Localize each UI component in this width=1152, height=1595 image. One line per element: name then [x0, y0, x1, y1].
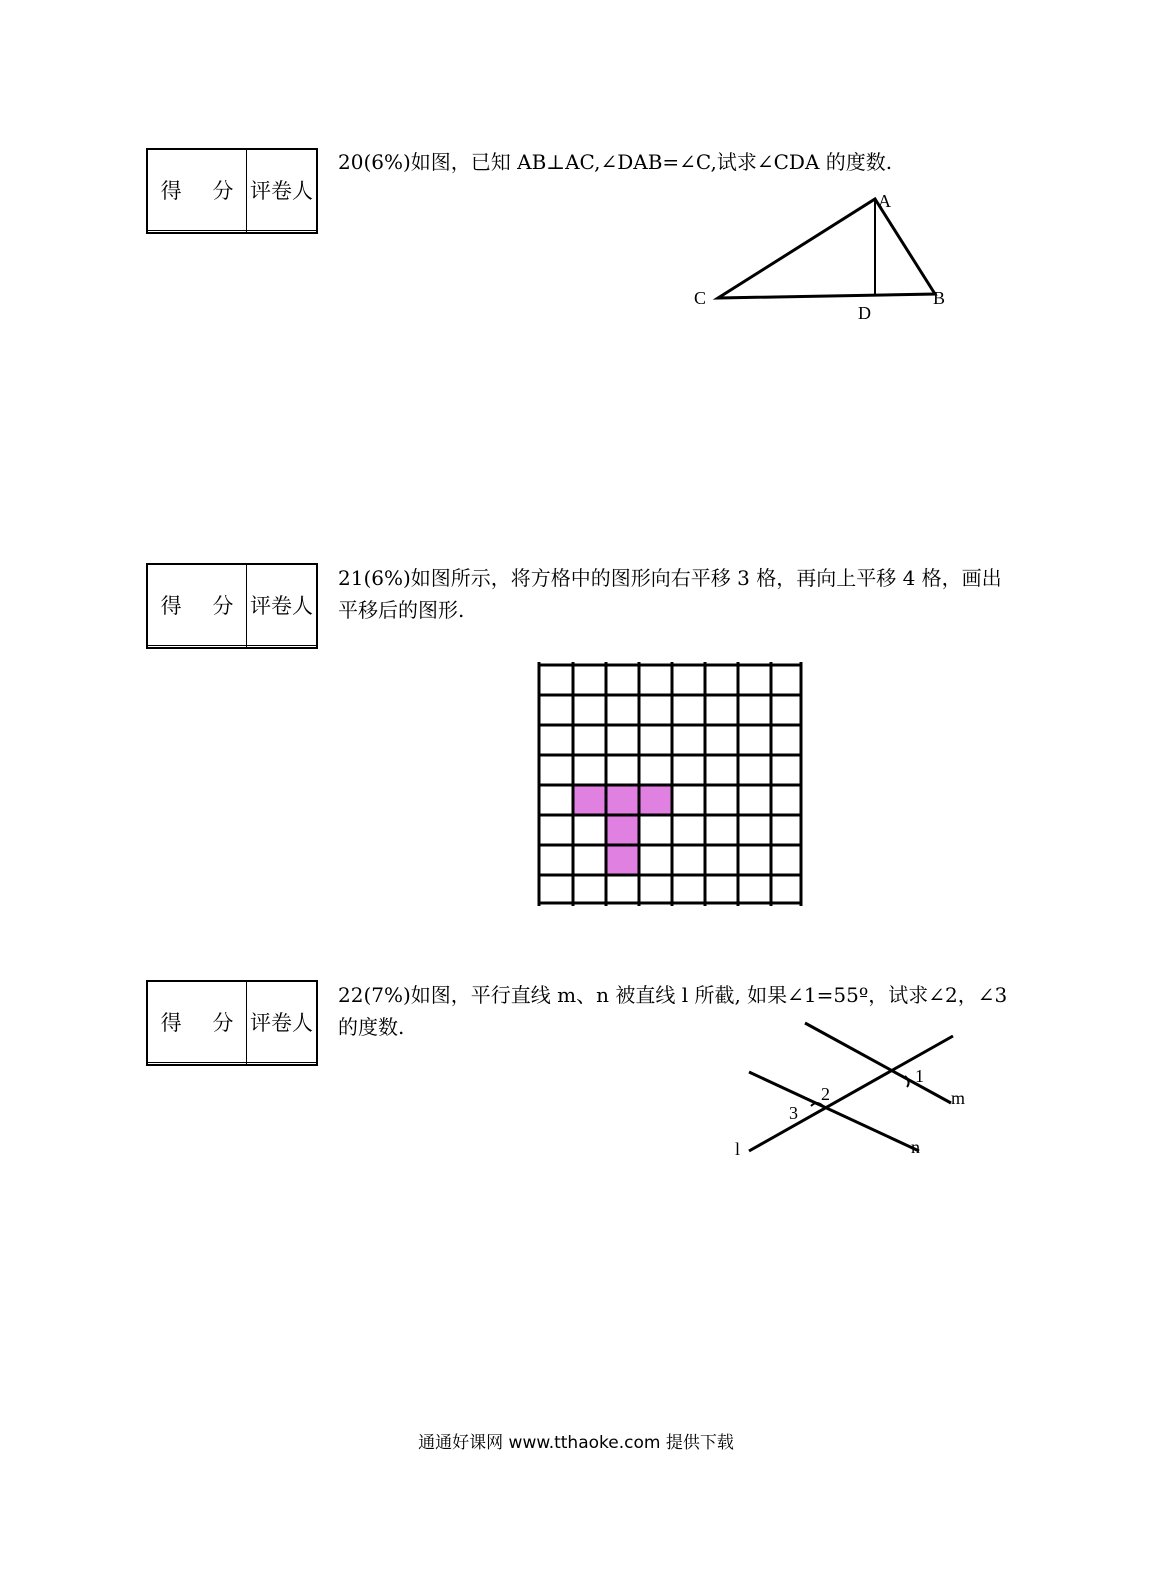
t-cell — [639, 785, 672, 815]
label-angle-1: 1 — [915, 1066, 924, 1086]
grid-figure — [535, 658, 807, 910]
grader-cell[interactable] — [247, 646, 317, 647]
footer-credit: 通通好课网 www.tthaoke.com 提供下载 — [418, 1433, 734, 1453]
grid-lines — [539, 662, 801, 906]
angle-1-arc — [905, 1076, 909, 1087]
score-box-q20 — [146, 148, 318, 234]
label-d: D — [858, 303, 871, 323]
score-box-q21 — [146, 563, 318, 649]
line-n — [749, 1072, 919, 1151]
question-22-line2: 的度数. — [338, 1015, 405, 1039]
score-cell[interactable] — [148, 646, 247, 647]
label-a: A — [878, 191, 891, 211]
question-21-line2: 平移后的图形. — [338, 598, 465, 622]
label-angle-2: 2 — [821, 1084, 830, 1104]
triangle-figure — [680, 185, 980, 335]
t-cell — [606, 845, 639, 875]
grader-header: 评卷人 — [247, 982, 317, 1063]
score-header: 得 分 — [148, 565, 247, 646]
line-l — [749, 1036, 953, 1151]
t-shape — [573, 785, 672, 875]
grader-cell[interactable] — [247, 1063, 317, 1064]
label-n: n — [911, 1137, 920, 1157]
parallel-lines-figure — [725, 1015, 985, 1165]
score-box-q22 — [146, 980, 318, 1066]
label-c: C — [694, 288, 707, 308]
score-cell[interactable] — [148, 231, 247, 232]
grader-header: 评卷人 — [247, 565, 317, 646]
t-cell — [606, 785, 639, 815]
score-header: 得 分 — [148, 150, 247, 231]
label-b: B — [933, 288, 946, 308]
label-angle-3: 3 — [789, 1103, 798, 1123]
t-cell — [606, 815, 639, 845]
score-cell[interactable] — [148, 1063, 247, 1064]
question-22-line1: 22(7%)如图，平行直线 m、n 被直线 l 所截, 如果∠1=55º，试求∠2，∠3 — [338, 983, 1008, 1007]
label-m: m — [951, 1088, 966, 1108]
score-header: 得 分 — [148, 982, 247, 1063]
label-l: l — [735, 1139, 741, 1159]
question-20-text: 20(6%)如图，已知 AB⊥AC,∠DAB=∠C,试求∠CDA 的度数. — [338, 150, 893, 174]
triangle-abc — [718, 199, 935, 298]
grader-cell[interactable] — [247, 231, 317, 232]
grader-header: 评卷人 — [247, 150, 317, 231]
t-cell — [573, 785, 606, 815]
question-21-line1: 21(6%)如图所示，将方格中的图形向右平移 3 格，再向上平移 4 格，画出 — [338, 566, 1002, 590]
